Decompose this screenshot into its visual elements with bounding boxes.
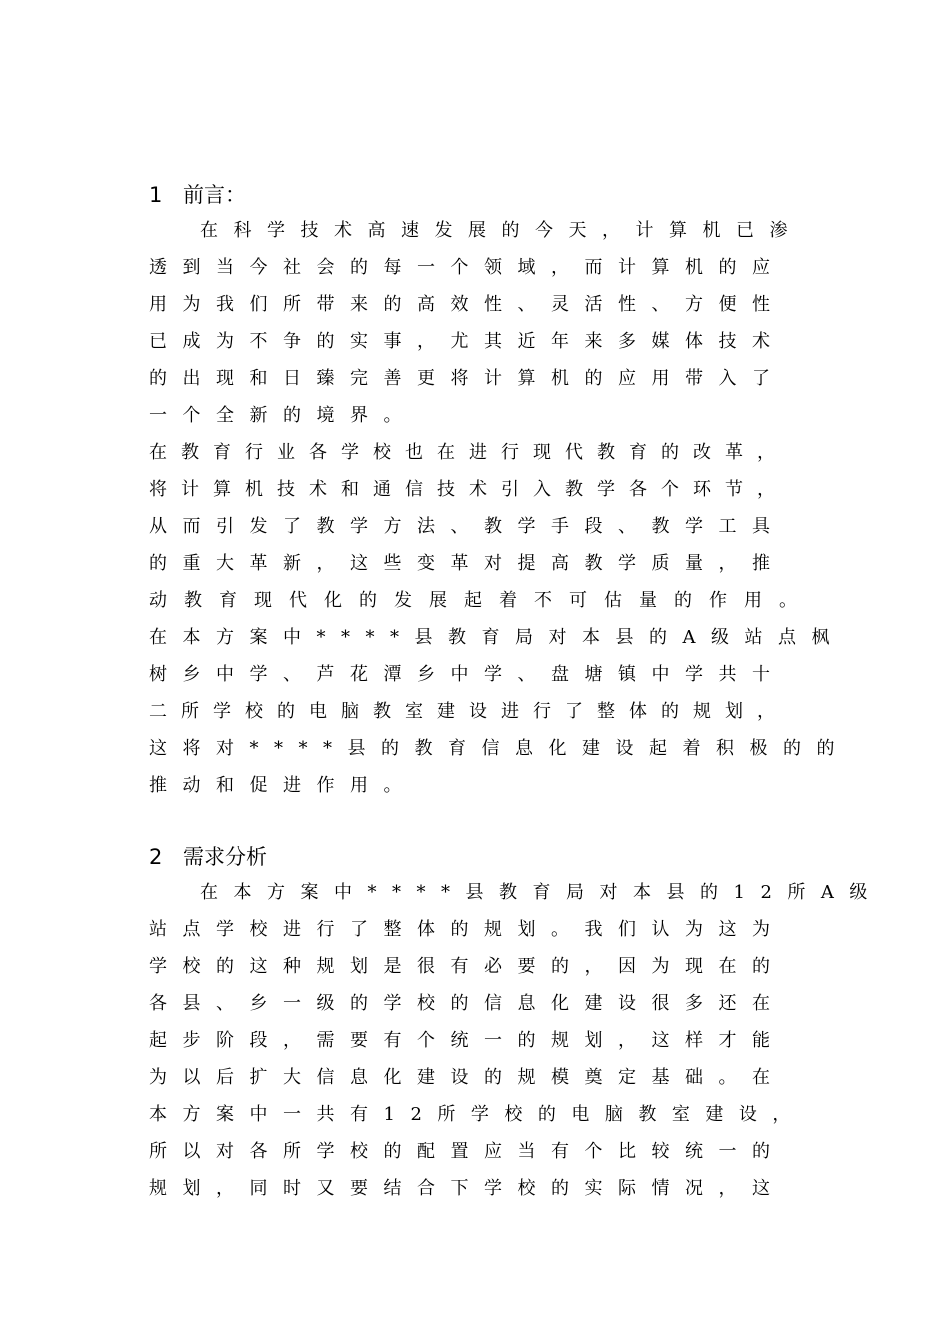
paragraph-line: 所以对各所学校的配置应当有个比较统一的	[149, 1141, 786, 1162]
paragraph-line: 这将对****县的教育信息化建设起着积极的的	[149, 738, 850, 759]
paragraph-line: 在科学技术高速发展的今天，计算机已渗	[200, 220, 803, 241]
paragraph-line: 将计算机技术和通信技术引入教学各个环节，	[149, 479, 789, 500]
paragraph-line: 学校的这种规划是很有必要的，因为现在的	[149, 956, 786, 977]
section-1-heading	[149, 181, 246, 209]
paragraph-line: 从而引发了教学方法、教学手段、教学工具	[149, 516, 786, 537]
paragraph-line: 推动和促进作用。	[149, 775, 417, 796]
paragraph-line: 的出现和日臻完善更将计算机的应用带入了	[149, 368, 786, 389]
paragraph-line: 在本方案中****县教育局对本县的12所A级	[200, 882, 883, 903]
paragraph-line: 站点学校进行了整体的规划。我们认为这为	[149, 919, 786, 940]
paragraph-line: 的重大革新，这些变革对提高教学质量，推	[149, 553, 786, 574]
paragraph-line: 树乡中学、芦花潭乡中学、盘塘镇中学共十	[149, 664, 786, 685]
section-2-heading	[149, 843, 267, 871]
paragraph-line: 动教育现代化的发展起着不可估量的作用。	[149, 590, 814, 611]
section-number: 2	[149, 845, 163, 869]
paragraph-line: 一个全新的境界。	[149, 405, 417, 426]
section-title: 需求分析	[183, 845, 267, 869]
paragraph-line: 各县、乡一级的学校的信息化建设很多还在	[149, 993, 786, 1014]
paragraph-line: 起步阶段，需要有个统一的规划，这样才能	[149, 1030, 786, 1051]
paragraph-line: 用为我们所带来的高效性、灵活性、方便性	[149, 294, 786, 315]
section-title: 前言：	[183, 183, 246, 207]
paragraph-line: 透到当今社会的每一个领域，而计算机的应	[149, 257, 786, 278]
paragraph-line: 在本方案中****县教育局对本县的A级站点枫	[149, 627, 845, 648]
paragraph-line: 本方案中一共有12所学校的电脑教室建设，	[149, 1104, 806, 1125]
paragraph-line: 规划，同时又要结合下学校的实际情况，这	[149, 1178, 786, 1199]
section-number: 1	[149, 183, 163, 207]
paragraph-line: 二所学校的电脑教室建设进行了整体的规划，	[149, 701, 789, 722]
paragraph-line: 为以后扩大信息化建设的规模奠定基础。在	[149, 1067, 786, 1088]
paragraph-line: 在教育行业各学校也在进行现代教育的改革，	[149, 442, 789, 463]
paragraph-line: 已成为不争的实事，尤其近年来多媒体技术	[149, 331, 786, 352]
